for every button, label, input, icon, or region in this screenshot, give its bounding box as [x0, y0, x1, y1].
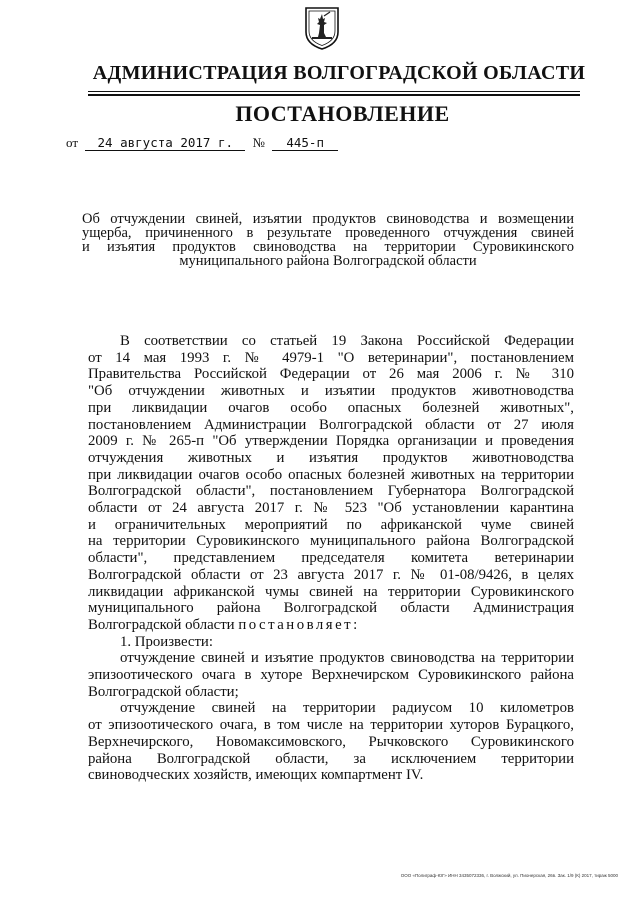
body-line: области", представлением председателя комитета ветеринарии — [88, 550, 574, 567]
body-line: при ликвидации очагов особо опасных болезней животных на территории — [88, 466, 574, 483]
header-rule-thin — [88, 91, 580, 92]
document-subject — [82, 212, 574, 268]
body-line: Правительства Российской Федерации от 26 мая 2006 г. № 310 — [88, 366, 574, 383]
subject-line: и изъятия продуктов свиноводства на территории Суровикинского — [82, 239, 574, 255]
body-line: Волгоградской области", постановлением Губернатора Волгоградской — [88, 483, 574, 500]
body-line: на территории Суровикинского муниципального района Волгоградской — [88, 533, 574, 550]
organization-title: АДМИНИСТРАЦИЯ ВОЛГОГРАДСКОЙ ОБЛАСТИ — [92, 62, 586, 84]
para-b-line: отчуждение свиней на территории радиусом 10 километров — [120, 700, 574, 717]
body-line: при ликвидации очагов особо опасных болезней животных", — [88, 399, 574, 416]
body-line: Волгоградской области от 23 августа 2017 г. № 01-08/9426, в целях — [88, 566, 574, 583]
para-a-line: Волгоградской области; — [88, 683, 239, 700]
number-label: № — [252, 135, 265, 150]
from-label: от — [66, 135, 79, 150]
document-number: 445-п — [272, 135, 338, 151]
body-line: 2009 г. № 265-п "Об утверждении Порядка организации и проведения — [88, 433, 574, 450]
para-b-line: свиноводческих хозяйств, имеющих компартмент IV. — [88, 767, 424, 784]
resolution-line — [88, 617, 574, 634]
para-b-line: Верхнечирского, Новомаксимовского, Рычковского Суровикинского — [88, 733, 574, 750]
resolves-word: постановляет: — [238, 616, 360, 633]
para-a-line: эпизоотического очага в хуторе Верхнечирском Суровикинского района — [88, 667, 574, 684]
printer-imprint: ООО «Полиграф-ЮГ» ИНН 3435072336, г. Волжский, ул. Пионерская, 26в. Зак. 1/9 (К) 2017, тираж 5000 — [400, 873, 618, 878]
coat-of-arms-emblem — [304, 6, 340, 50]
body-line: муниципального района Волгоградской области Администрация — [88, 600, 574, 617]
date-number-line — [66, 135, 338, 151]
subject-line: Об отчуждении свиней, изъятии продуктов свиноводства и возмещении — [82, 211, 574, 227]
body-line: области от 24 августа 2017 г. № 523 "Об установлении карантина — [88, 500, 574, 517]
para-b-line: района Волгоградской области, за исключением территории — [88, 750, 574, 767]
document-date: 24 августа 2017 г. — [85, 135, 245, 151]
body-line: "Об отчуждении животных и изъятии продуктов животноводства — [88, 383, 574, 400]
item-1-heading: 1. Произвести: — [120, 633, 213, 650]
document-type-title: ПОСТАНОВЛЕНИЕ — [235, 101, 450, 126]
body-line: В соответствии со статьей 19 Закона Российской Федерации — [120, 333, 574, 349]
para-a-line: отчуждение свиней и изъятие продуктов свиноводства на территории — [120, 650, 574, 667]
document-body — [88, 333, 574, 784]
body-line: ликвидации африканской чумы свиней на территории Суровикинского — [88, 583, 574, 600]
body-line: Волгоградской области — [88, 616, 235, 633]
body-line: постановлением Администрации Волгоградской области от 27 июля — [88, 416, 574, 433]
body-line: и ограничительных мероприятий по африканской чуме свиней — [88, 516, 574, 533]
header-rule-thick — [88, 94, 580, 96]
subject-line: ущерба, причиненного в результате проведенного отчуждения свиней — [82, 225, 574, 241]
subject-line: муниципального района Волгоградской области — [179, 253, 477, 269]
para-b-line: от эпизоотического очага, в том числе на территории хуторов Бурацкого, — [88, 717, 574, 734]
body-line: отчуждения животных и изъятия продуктов животноводства — [88, 449, 574, 466]
body-line: от 14 мая 1993 г. № 4979-1 "О ветеринарии", постановлением — [88, 349, 574, 366]
